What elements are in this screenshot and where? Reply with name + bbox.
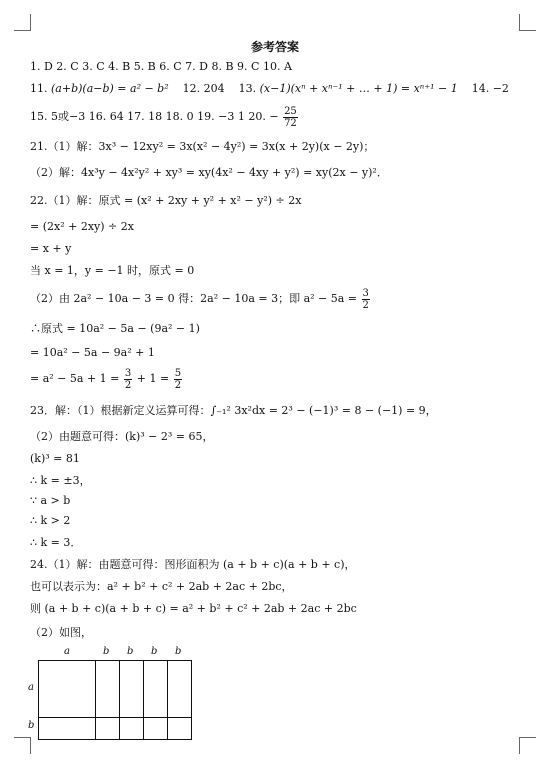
figure-left-label: b bbox=[28, 720, 35, 731]
answers-11-14 bbox=[30, 82, 509, 96]
q23-line6: ∴ k > 2 bbox=[30, 514, 71, 527]
q20-fraction bbox=[283, 106, 298, 129]
q12-answer: 204 bbox=[203, 82, 225, 95]
figure-top-label: b bbox=[103, 646, 110, 657]
q11-label: 11. bbox=[30, 82, 48, 95]
q23-line1: 23．解：（1）根据新定义运算可得：∫₋₁² 3x²dx = 2³ − (−1)³ = 8 − (−1) = 9， bbox=[30, 404, 437, 417]
q22-line1: 22.（1）解：原式 = (x² + 2xy + y² + x² − y²) ÷ 2x bbox=[30, 194, 302, 207]
figure-top-label: b bbox=[127, 646, 134, 657]
q22-line4: 当 x = 1，y = −1 时，原式 = 0 bbox=[30, 264, 195, 277]
crop-mark-top-left bbox=[14, 14, 31, 31]
q22-line8-mid: + 1 = bbox=[136, 372, 170, 385]
fraction-denominator: 2 bbox=[174, 379, 182, 391]
figure-top-label: b bbox=[175, 646, 182, 657]
q13-label: 13. bbox=[238, 82, 257, 95]
q24-line4: （2）如图， bbox=[30, 626, 92, 639]
figure-top-label: a bbox=[64, 646, 70, 657]
q23-line4: ∴ k = ±3， bbox=[30, 474, 91, 487]
q22-line8-text: = a² − 5a + 1 = bbox=[30, 372, 120, 385]
q21-part2: （2）解：4x³y − 4x²y² + xy³ = xy(4x² − 4xy + y²) = xy(2x − y)²． bbox=[30, 166, 388, 179]
fraction-numerator: 3 bbox=[362, 287, 369, 299]
q22-line8 bbox=[30, 366, 183, 392]
q23-line3: (k)³ = 81 bbox=[30, 452, 80, 465]
q13-answer: (x−1)(xⁿ + xⁿ⁻¹ + … + 1) = xⁿ⁺¹ − 1 bbox=[259, 82, 458, 95]
q22-line6: ∴原式 = 10a² − 5a − (9a² − 1) bbox=[30, 322, 200, 335]
q20-denominator: 72 bbox=[284, 117, 297, 129]
crop-mark-bottom-right bbox=[519, 737, 536, 754]
q21-part1: 21.（1）解：3x³ − 12xy² = 3x(x² − 4y²) = 3x(x + 2y)(x − 2y)； bbox=[30, 140, 375, 153]
q14-label: 14. bbox=[471, 82, 490, 95]
grid-vline bbox=[95, 661, 96, 739]
answers-1-10: 1. D 2. C 3. C 4. B 5. B 6. C 7. D 8. B 9. C 10. A bbox=[30, 60, 292, 73]
grid-vline bbox=[143, 661, 144, 739]
q24-line1: 24.（1）解：由题意可得：图形面积为 (a + b + c)(a + b + c)， bbox=[30, 558, 356, 571]
grid-hline bbox=[39, 717, 191, 718]
q22-line7: = 10a² − 5a − 9a² + 1 bbox=[30, 346, 155, 359]
q14-answer: −2 bbox=[492, 82, 509, 95]
q23-line7: ∴ k = 3． bbox=[30, 536, 82, 549]
q11-answer: (a+b)(a−b) = a² − b² bbox=[51, 82, 169, 95]
q23-line5: ∵ a > b bbox=[30, 494, 71, 507]
figure-top-label: b bbox=[151, 646, 158, 657]
fraction-denominator: 2 bbox=[362, 299, 369, 311]
grid-vline bbox=[119, 661, 120, 739]
q22-line2: = (2x² + 2xy) ÷ 2x bbox=[30, 220, 134, 233]
q22-line5-fraction bbox=[362, 288, 370, 311]
q24-line3: 则 (a + b + c)(a + b + c) = a² + b² + c² + 2ab + 2ac + 2bc bbox=[30, 602, 357, 615]
answers-15-20-text: 15. 5或−3 16. 64 17. 18 18. 0 19. −3 1 20. − bbox=[30, 110, 279, 123]
crop-mark-top-right bbox=[519, 14, 536, 31]
q22-line8-fraction2 bbox=[174, 368, 182, 391]
fraction-denominator: 2 bbox=[124, 379, 132, 391]
crop-mark-bottom-left bbox=[14, 737, 31, 754]
q22-line5-text: （2）由 2a² − 10a − 3 = 0 得：2a² − 10a = 3；即 a² − 5a = bbox=[30, 292, 358, 305]
q24-line2: 也可以表示为：a² + b² + c² + 2ab + 2ac + 2bc， bbox=[30, 580, 293, 593]
area-figure bbox=[38, 660, 192, 740]
q22-line3: = x + y bbox=[30, 242, 72, 255]
q23-line2: （2）由题意可得：(k)³ − 2³ = 65， bbox=[30, 430, 214, 443]
answers-15-20 bbox=[30, 104, 299, 130]
page-title: 参考答案 bbox=[250, 40, 299, 54]
fraction-numerator: 3 bbox=[124, 367, 132, 379]
q12-label: 12. bbox=[182, 82, 201, 95]
q20-numerator: 25 bbox=[284, 105, 297, 117]
fraction-numerator: 5 bbox=[174, 367, 182, 379]
q22-line5 bbox=[30, 286, 371, 312]
grid-vline bbox=[167, 661, 168, 739]
figure-left-label: a bbox=[28, 682, 34, 693]
q22-line8-fraction1 bbox=[124, 368, 132, 391]
